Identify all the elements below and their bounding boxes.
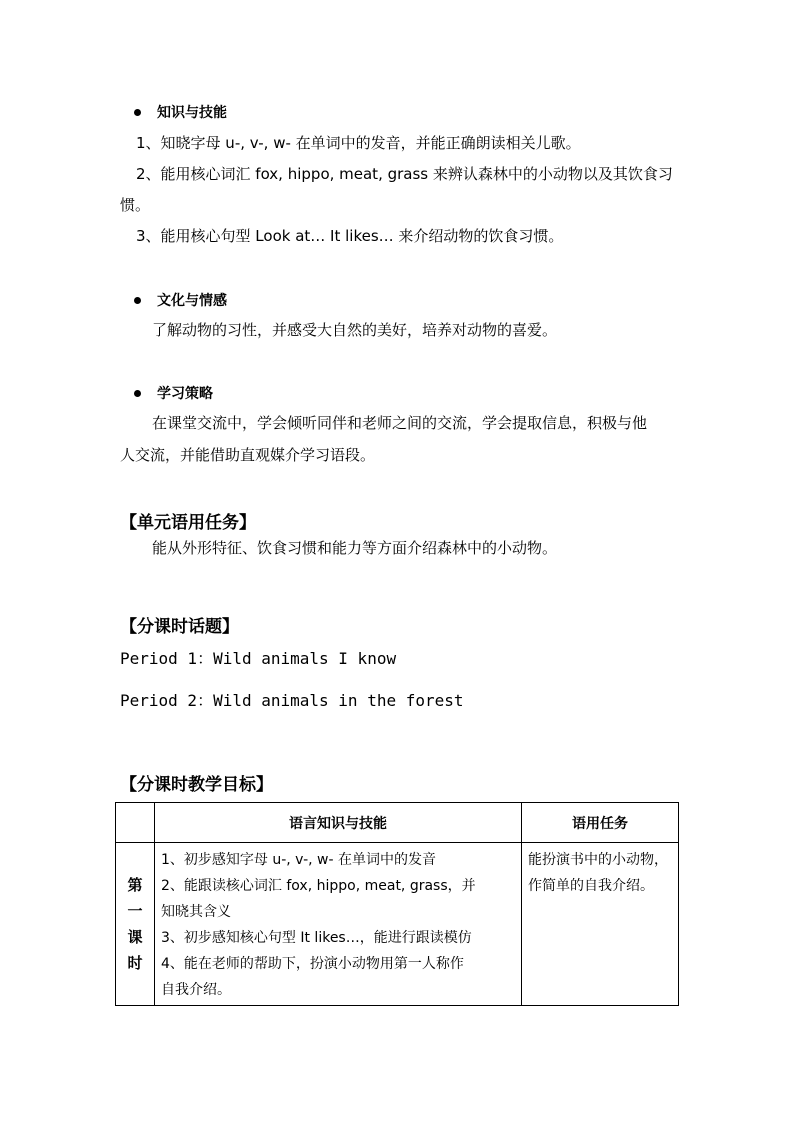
- goals-heading: 【分课时教学目标】: [120, 775, 273, 795]
- knowledge-line-3: 3、能用核心句型 Look at… It likes… 来介绍动物的饮食习惯。: [136, 227, 564, 245]
- section-strategy-title: 学习策略: [134, 383, 213, 403]
- table-header-empty: [116, 803, 155, 843]
- strategy-line-1: 在课堂交流中，学会倾听同伴和老师之间的交流，学会提取信息，积极与他: [152, 414, 648, 432]
- bullet-icon: [134, 297, 141, 304]
- period-2-topic: Period 2：Wild animals in the forest: [120, 691, 464, 710]
- bullet-icon: [134, 390, 141, 397]
- bullet-icon: [134, 109, 141, 116]
- unit-task-heading: 【单元语用任务】: [120, 513, 256, 533]
- period-1-topic: Period 1：Wild animals I know: [120, 649, 397, 668]
- table-header-language: 语言知识与技能: [155, 803, 522, 843]
- section-knowledge-title: 知识与技能: [134, 102, 227, 122]
- strategy-line-2: 人交流，并能借助直观媒介学习语段。: [120, 446, 376, 464]
- language-goals-cell: 1、初步感知字母 u-, v-, w- 在单词中的发音 2、能跟读核心词汇 fox, hippo, meat, grass，并 知晓其含义 3、初步感知核心句型 It likes…，能进行跟读模仿 4、能在老师的帮助下，扮演小动物用第一人称作 自我介绍。: [155, 843, 522, 1006]
- knowledge-line-2: 2、能用核心词汇 fox, hippo, meat, grass 来辨认森林中的小动物以及其饮食习: [136, 165, 673, 183]
- period-label-cell: 第 一 课 时: [116, 843, 155, 1006]
- table-header-row: [116, 803, 679, 843]
- culture-line-1: 了解动物的习性，并感受大自然的美好，培养对动物的喜爱。: [152, 321, 558, 339]
- knowledge-line-1: 1、知晓字母 u-, v-, w- 在单词中的发音，并能正确朗读相关儿歌。: [136, 134, 581, 152]
- unit-task-text: 能从外形特征、饮食习惯和能力等方面介绍森林中的小动物。: [152, 539, 558, 557]
- goals-table: [115, 802, 679, 1006]
- knowledge-line-2-cont: 惯。: [120, 196, 151, 214]
- table-row: [116, 843, 679, 1006]
- section-culture-title: 文化与情感: [134, 290, 227, 310]
- topics-heading: 【分课时话题】: [120, 617, 239, 637]
- table-header-task: 语用任务: [522, 803, 679, 843]
- pragmatic-task-cell: 能扮演书中的小动物， 作简单的自我介绍。: [522, 843, 679, 1006]
